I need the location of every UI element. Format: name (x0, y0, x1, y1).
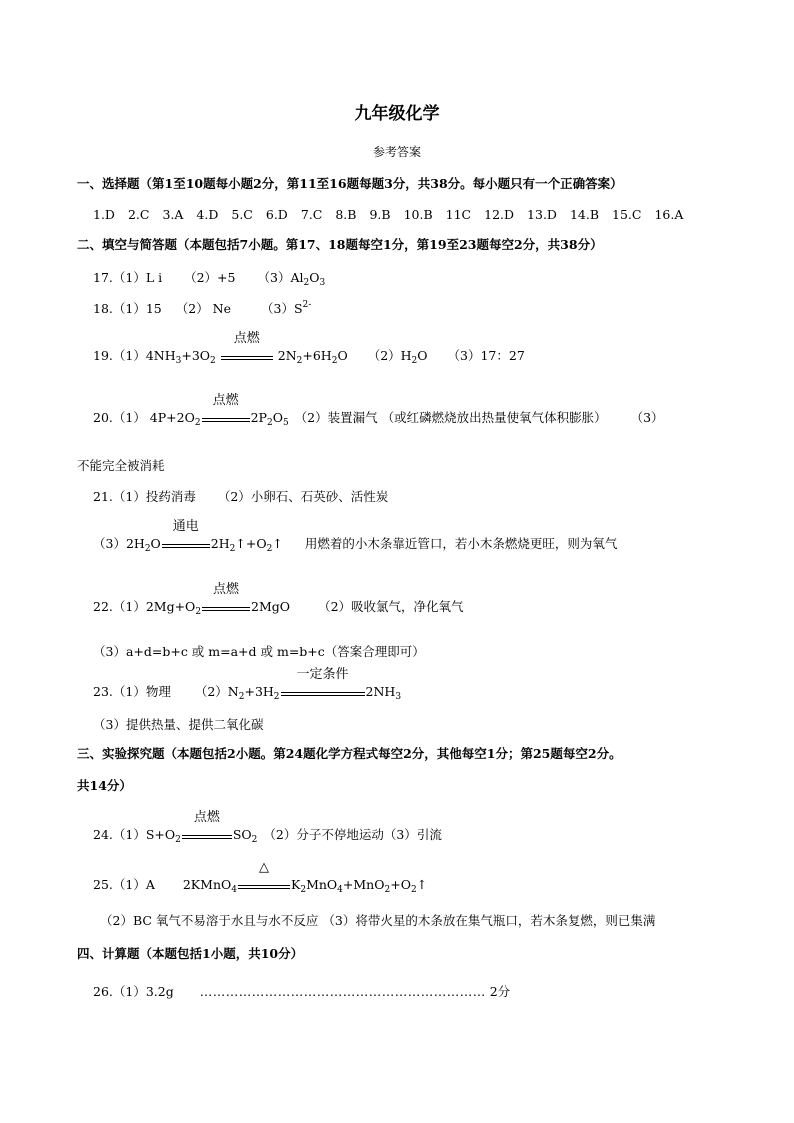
answer-26 (93, 984, 510, 1000)
answer-19 (93, 331, 525, 366)
subscript: 3 (395, 692, 402, 702)
section-heading-calculation: 四、计算题（本题包括1小题，共10分） (77, 946, 304, 961)
condition-label: 点燃 (193, 810, 220, 825)
choice-answer: 16.A (654, 207, 684, 222)
formula-text: O (337, 348, 348, 363)
section-heading-fill: 二、填空与简答题（本题包括7小题。第17、18题每空1分，第19至23题每空2分，共38分） (77, 237, 603, 252)
formula-text: +3H (244, 684, 274, 699)
formula-text: 2KMnO (182, 877, 232, 892)
choice-answer: 13.D (527, 207, 557, 222)
formula-text: ↑+O (235, 536, 267, 551)
q25-part1: 25.（1）A (93, 877, 155, 892)
reaction-condition (182, 810, 232, 839)
formula-text: +O (390, 877, 411, 892)
reaction-condition (221, 331, 273, 360)
answer-24 (93, 810, 442, 845)
choice-answer: 6.D (265, 207, 288, 222)
choice-answer: 12.D (484, 207, 515, 222)
formula-text: O (272, 410, 283, 425)
formula-text: SO (232, 827, 252, 842)
answer-22-line1 (93, 582, 464, 617)
choice-answer: 5.C (231, 207, 253, 222)
choice-answer: 2.C (127, 207, 150, 222)
choice-answer: 1.D (93, 207, 115, 222)
section-heading-experiment-cont: 共14分） (77, 778, 132, 793)
subscript: 2 (384, 885, 391, 895)
formula-text: O (309, 270, 320, 285)
answer-23-line2: （3）提供热量、提供二氧化碳 (93, 717, 264, 732)
reaction-condition (162, 519, 210, 548)
formula-text: O (417, 348, 428, 363)
subscript: 2 (273, 692, 280, 702)
subscript: 2 (194, 418, 201, 428)
subscript: 2 (251, 835, 258, 845)
q24-part2: （2）分子不停地运动（3）引流 (263, 827, 442, 842)
section-heading-choice: 一、选择题（第1至10题每小题2分，第11至16题每题3分，共38分。每小题只有一个正确答案） (77, 176, 623, 191)
q17-part1: 17.（1）L i (93, 270, 163, 285)
formula-text: 2MgO (251, 599, 291, 614)
answer-20 (93, 393, 664, 428)
subscript: 2 (175, 835, 181, 845)
answer-25-line2: （2）BC 氧气不易溶于水且与水不反应 （3）将带火星的木条放在集气瓶口，若木条复燃，则已集满 (100, 913, 656, 928)
subscript: 2 (296, 356, 303, 366)
answer-23-line1 (93, 667, 402, 702)
choice-answer: 7.C (300, 207, 323, 222)
formula-text: +MnO (342, 877, 385, 892)
q19-part3: （3）17：27 (447, 348, 525, 363)
condition-label: 点燃 (213, 582, 240, 597)
choice-answer: 3.A (162, 207, 184, 222)
subscript: 2 (210, 356, 216, 366)
choice-answer: 14.B (569, 207, 600, 222)
q24-part1: 24.（1）S+O (93, 827, 176, 842)
subscript: 2 (300, 885, 307, 895)
q26-part1: 26.（1）3.2g (93, 984, 174, 999)
q21-part1: 21.（1）投药消毒 (93, 489, 196, 504)
formula-text: +3O (181, 348, 211, 363)
condition-label: △ (258, 860, 269, 875)
q19-part2: （2）H (367, 348, 412, 363)
superscript: 2- (302, 300, 312, 310)
subscript: 2 (266, 544, 273, 554)
formula-text: 2NH (365, 684, 396, 699)
answer-22-line2: （3）a+d=b+c 或 m=a+d 或 m=b+c（答案合理即可） (93, 644, 425, 659)
choice-answer: 15.C (612, 207, 642, 222)
q17-part2: （2）+5 (184, 270, 236, 285)
reaction-condition (202, 582, 250, 611)
answer-21-line2 (93, 519, 618, 554)
choice-answer: 8.B (335, 207, 357, 222)
subscript: 2 (195, 607, 202, 617)
reaction-condition (238, 860, 290, 889)
formula-text: ↑ (416, 877, 428, 892)
condition-label: 点燃 (212, 393, 239, 408)
q20-part3: （3） (630, 410, 664, 425)
reaction-condition (281, 667, 365, 696)
subscript: 2 (331, 356, 338, 366)
leader-dots: ………………………………………………………… (199, 984, 486, 999)
q17-part3: （3）Al (257, 270, 304, 285)
subscript: 2 (303, 278, 310, 288)
q23-part1: 23.（1）物理 (93, 684, 171, 699)
choice-answer: 9.B (369, 207, 391, 222)
subscript: 4 (337, 885, 343, 895)
subscript: 2 (411, 356, 418, 366)
answer-25-line1 (93, 860, 428, 895)
formula-text: +6H (302, 348, 332, 363)
formula-text: 2H (210, 536, 230, 551)
formula-text: 2N (277, 348, 297, 363)
choice-answer: 4.D (196, 207, 219, 222)
subscript: 2 (229, 544, 236, 554)
reaction-condition (202, 393, 250, 422)
q21-part2: （2）小卵石、石英砂、活性炭 (217, 489, 389, 504)
subscript: 2 (410, 885, 417, 895)
q19-part1: 19.（1）4NH (93, 348, 176, 363)
q21-part3: （3）2H (93, 536, 145, 551)
subscript: 5 (282, 418, 289, 428)
formula-text: 2P (250, 410, 267, 425)
choice-answer: 11C (445, 207, 472, 222)
section-heading-experiment: 三、实验探究题（本题包括2小题。第24题化学方程式每空2分，其他每空1分；第25题每空2分。 (77, 746, 622, 761)
q20-part1: 20.（1） 4P+2O (93, 410, 195, 425)
q18-part3: （3）S (261, 301, 303, 316)
subscript: 2 (266, 418, 273, 428)
page-title: 九年级化学 (354, 104, 440, 124)
answer-20-continued: 不能完全被消耗 (77, 458, 165, 473)
condition-label: 通电 (172, 519, 199, 534)
subscript: 4 (231, 885, 237, 895)
subscript: 3 (175, 356, 182, 366)
formula-text: MnO (306, 877, 338, 892)
choice-answers-row (93, 207, 696, 223)
page-subtitle: 参考答案 (372, 145, 421, 159)
answer-18 (93, 301, 311, 317)
q18-part2: （2） Ne (175, 301, 232, 316)
score-label: 2分 (489, 984, 511, 999)
subscript: 3 (319, 278, 326, 288)
subscript: 2 (238, 692, 245, 702)
answer-17 (93, 270, 325, 286)
formula-text: O (150, 536, 161, 551)
answer-21-line1 (93, 489, 388, 505)
q22-part2: （2）吸收氯气，净化氧气 (318, 599, 464, 614)
q20-part2: （2）装置漏气 （或红磷燃烧放出热量使氧气体积膨胀） (294, 410, 607, 425)
q21-explanation: 用燃着的小木条靠近管口，若小木条燃烧更旺，则为氧气 (304, 536, 618, 551)
q22-part1: 22.（1）2Mg+O (93, 599, 196, 614)
formula-text: K (290, 877, 301, 892)
subscript: 2 (144, 544, 151, 554)
choice-answer: 10.B (403, 207, 433, 222)
q18-part1: 18.（1）15 (93, 301, 162, 316)
q23-part2: （2）N (194, 684, 239, 699)
formula-text: ↑ (272, 536, 283, 551)
condition-label: 点燃 (233, 331, 260, 346)
condition-label: 一定条件 (296, 667, 349, 682)
